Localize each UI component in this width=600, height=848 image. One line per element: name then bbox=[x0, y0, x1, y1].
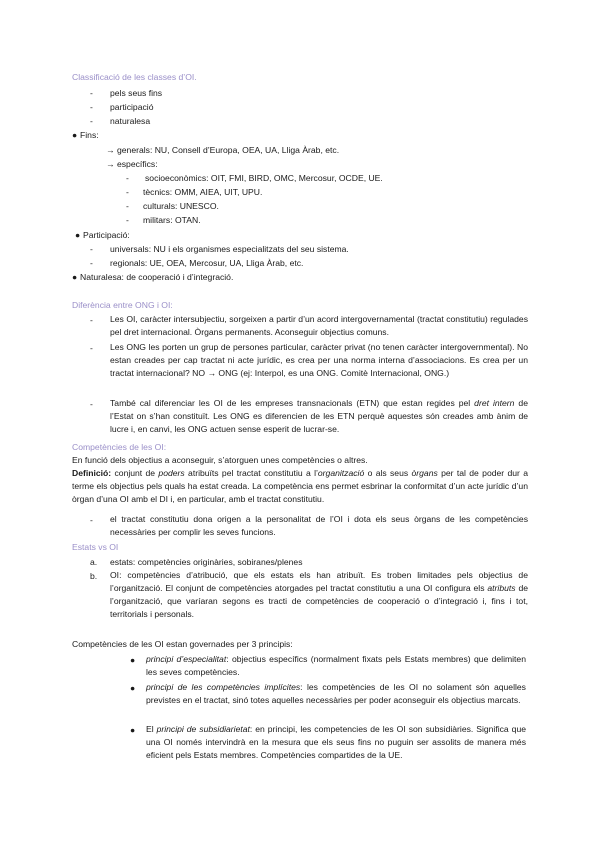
heading-classificacio: Classificació de les classes d’OI. bbox=[72, 72, 197, 82]
item-b: OI: competències d’atribució, que els estats els han atribuït. Es troben limitades pels objectius de l’organització. El conjunt de competències atorgades pel tractat constitutiu a una OI configura els atributs de l’organització, que varíaran segons es tracti de competències de cooperació o d’integració i, fins i tot, territorials i personals. bbox=[110, 570, 529, 619]
bullet-dot: ● bbox=[130, 683, 136, 693]
dash: - bbox=[126, 215, 129, 225]
heading-competencies: Competències de les OI: bbox=[72, 442, 167, 452]
dash: - bbox=[90, 116, 93, 126]
paragraph-etn: També cal diferenciar les OI de les empreses transnacionals (ETN) que estan regides pel dret intern de l’Estat on s’han constituït. Les ONG es diferencien de les ETN perquè aquestes són creades amb ànim de lucre i, en canvi, les ONG actuen sense esperit de lucrar-se. bbox=[110, 398, 528, 434]
dash: - bbox=[126, 187, 129, 197]
especific-item: tècnics: OMM, AIEA, UIT, UPU. bbox=[143, 187, 263, 197]
dash: - bbox=[90, 343, 93, 353]
list-item: naturalesa bbox=[110, 116, 151, 126]
bullet-dot: ● bbox=[75, 230, 81, 240]
principi-implicites: principi de les competències implícites: les competències de les OI no solament són aquelles previstes en el tractat, sinó totes aquelles necessàries per poder aconseguir els objectius marcats. bbox=[146, 682, 526, 705]
bullet-dot: ● bbox=[130, 725, 136, 735]
competencies-intro: En funció dels objectius a aconseguir, s’atorguen unes competències o altres. bbox=[72, 455, 368, 465]
dash: - bbox=[90, 315, 93, 325]
dash: - bbox=[126, 201, 129, 211]
especific-item: culturals: UNESCO. bbox=[143, 201, 219, 211]
definicio-paragraph: Definició: conjunt de poders atribuïts pel tractat constitutiu a l’organització o als seus òrgans per tal de poder dur a terme els objectius pels quals ha estat creada. La competència ens permet esbrinar la conformitat d’un acte jurídic d’un òrgan d’una OI amb el DI i, en particular, amb el tractat constitutiu. bbox=[72, 468, 529, 504]
item-a: estats: competències originàries, sobiranes/plenes bbox=[110, 557, 303, 567]
heading-principis: Competències de les OI estan governades per 3 principis: bbox=[72, 639, 293, 649]
item-b-label: b. bbox=[90, 571, 98, 581]
list-item: pels seus fins bbox=[110, 88, 163, 98]
dash: - bbox=[90, 258, 93, 268]
participacio-item: regionals: UE, OEA, Mercosur, UA, Lliga Àrab, etc. bbox=[110, 258, 304, 268]
dash: - bbox=[90, 515, 93, 525]
list-item: participació bbox=[110, 102, 154, 112]
participacio-label: Participació: bbox=[83, 230, 130, 240]
paragraph-ong: Les ONG les porten un grup de persones particular, caràcter privat (no tenen caràcter intergovernmental). No estan creades per cap tractat ni acte jurídic, es crea per una norma interna d’associacions. Es crea per un tractat internacional? NO → ONG (ej: Interpol, es una ONG. Comitè Internacional, ONG.) bbox=[110, 342, 528, 378]
fins-especifics: → específics: bbox=[106, 159, 158, 169]
principi-especialitat: principi d’especialitat: objectius específics (normalment fixats pels Estats membres) que delimiten les seves competències. bbox=[146, 654, 526, 677]
competencies-bullet: el tractat constitutiu dona origen a la personalitat de l’OI i dota els seus òrgans de les competències necessàries per complir les seves funcions. bbox=[110, 514, 528, 537]
heading-estats-vs-oi: Estats vs OI bbox=[72, 542, 119, 552]
dash: - bbox=[90, 244, 93, 254]
fins-label: Fins: bbox=[80, 130, 99, 140]
bullet-dot: ● bbox=[130, 655, 136, 665]
fins-generals: → generals: NU, Consell d’Europa, OEA, UA, Lliga Àrab, etc. bbox=[106, 145, 340, 155]
item-a-label: a. bbox=[90, 557, 98, 567]
especific-item: militars: OTAN. bbox=[143, 215, 201, 225]
especific-item: socioeconòmics: OIT, FMI, BIRD, OMC, Mercosur, OCDE, UE. bbox=[145, 173, 383, 183]
paragraph-oi: Les OI, caràcter intersubjectiu, sorgeixen a partir d’un acord intergovernamental (tractat constitutiu) regulades pel dret internacional. Òrgans permanents. Aconseguir objectius comuns. bbox=[110, 314, 528, 337]
dash: - bbox=[90, 102, 93, 112]
naturalesa-line: Naturalesa: de cooperació i d’integració. bbox=[80, 272, 234, 282]
dash: - bbox=[126, 173, 129, 183]
dash: - bbox=[90, 88, 93, 98]
heading-diferencia: Diferència entre ONG i OI: bbox=[72, 300, 173, 310]
principi-subsidiarietat: El principi de subsidiarietat: en principi, les competencies de les OI son subsidiàries. Significa que una OI només intervindrà en la mesura que els seus fins no puguin ser assolits de manera més eficient pels Estats membres. Competències compartides de la UE. bbox=[146, 724, 526, 760]
dash: - bbox=[90, 399, 93, 409]
bullet-dot: ● bbox=[72, 272, 78, 282]
participacio-item: universals: NU i els organismes especialitzats del seu sistema. bbox=[110, 244, 349, 254]
bullet-dot: ● bbox=[72, 130, 78, 140]
